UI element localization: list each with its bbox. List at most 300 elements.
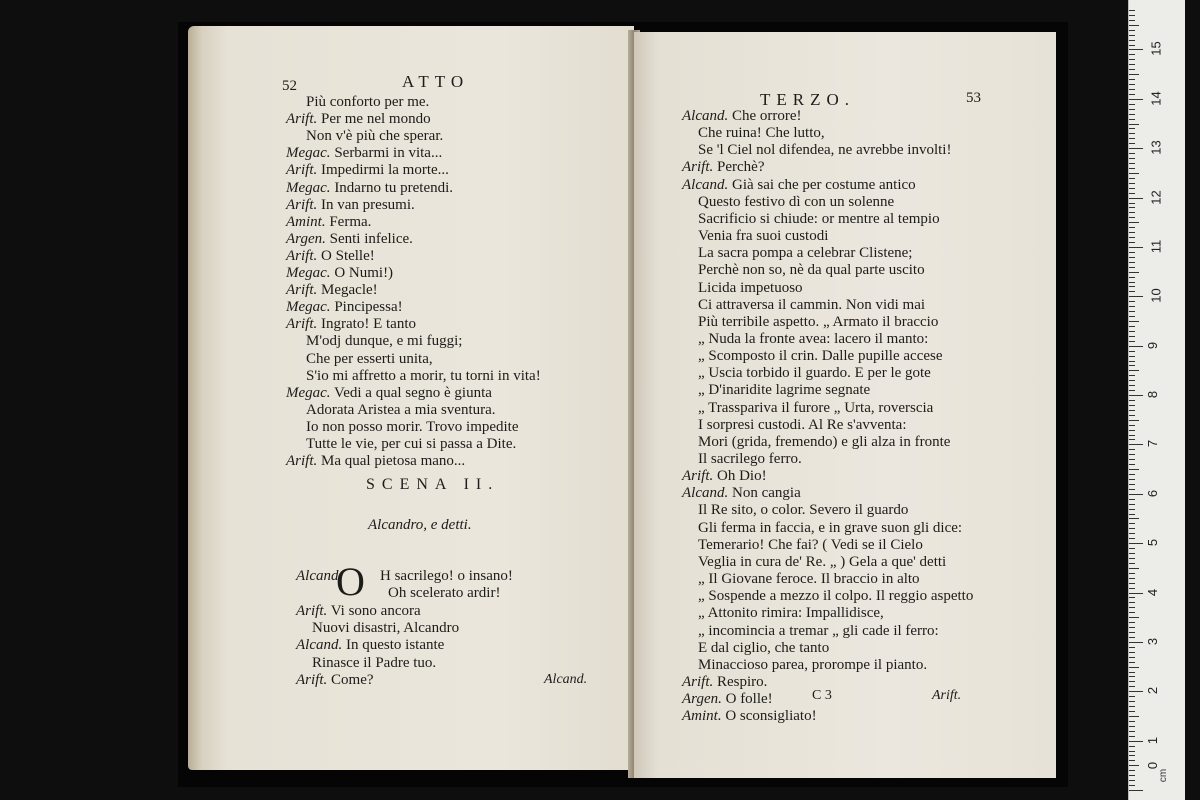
line-text: Adorata Aristea a mia sventura. bbox=[306, 401, 496, 418]
ruler-tick bbox=[1129, 104, 1135, 105]
ruler-tick bbox=[1129, 45, 1135, 46]
ruler-tick bbox=[1129, 583, 1135, 584]
ruler-tick bbox=[1129, 667, 1139, 668]
ruler-tick bbox=[1129, 390, 1135, 391]
ruler-tick bbox=[1129, 721, 1135, 722]
speaker-name: Alcand. bbox=[682, 176, 729, 193]
text-line bbox=[682, 485, 801, 502]
ruler-tick bbox=[1129, 346, 1143, 347]
ruler-tick bbox=[1129, 30, 1135, 31]
ruler-tick bbox=[1129, 25, 1139, 26]
ruler-tick bbox=[1129, 780, 1135, 781]
ruler-tick bbox=[1129, 247, 1143, 248]
text-line bbox=[286, 299, 403, 316]
text-line bbox=[286, 111, 431, 128]
line-text: Ci attraversa il cammin. Non vidi mai bbox=[698, 296, 926, 313]
ruler-tick bbox=[1129, 114, 1135, 115]
ruler-tick bbox=[1129, 597, 1135, 598]
text-line bbox=[312, 620, 459, 637]
ruler-tick bbox=[1129, 504, 1135, 505]
speaker-name: Arift. bbox=[682, 673, 714, 690]
text-line bbox=[698, 211, 940, 228]
text-line bbox=[296, 637, 444, 654]
text-line bbox=[682, 108, 802, 125]
text-line bbox=[698, 348, 943, 365]
ruler-tick bbox=[1129, 109, 1135, 110]
line-text: Se 'l Ciel nol difendea, ne avrebbe involti! bbox=[698, 142, 952, 159]
ruler-tick bbox=[1129, 770, 1135, 771]
speaker-name: Megac. bbox=[286, 384, 331, 401]
ruler-tick bbox=[1129, 716, 1139, 717]
ruler-tick bbox=[1129, 291, 1135, 292]
scene-subtitle: Alcandro, e detti. bbox=[368, 517, 472, 533]
ruler-tick bbox=[1129, 489, 1135, 490]
line-text: Per me nel mondo bbox=[321, 111, 431, 128]
line-text: Ma qual pietosa mano... bbox=[321, 453, 466, 470]
text-line bbox=[286, 197, 415, 214]
ruler-tick bbox=[1129, 326, 1135, 327]
ruler-tick bbox=[1129, 84, 1135, 85]
line-text: M'odj dunque, e mi fuggi; bbox=[306, 333, 463, 350]
line-text: Serbarmi in vita... bbox=[334, 145, 443, 162]
ruler-tick bbox=[1129, 178, 1135, 179]
ruler-tick bbox=[1129, 336, 1135, 337]
ruler-tick bbox=[1129, 35, 1135, 36]
speaker-name: Argen. bbox=[682, 691, 722, 708]
speaker-name: Alcand. bbox=[296, 637, 343, 654]
ruler-number: 0 bbox=[1145, 761, 1161, 770]
ruler-tick bbox=[1129, 405, 1135, 406]
ruler-number: 11 bbox=[1148, 239, 1164, 254]
ruler-tick bbox=[1129, 568, 1139, 569]
ruler-tick bbox=[1129, 617, 1139, 618]
line-text: Che ruina! Che lutto, bbox=[698, 125, 825, 142]
line-text: Che orrore! bbox=[732, 108, 802, 124]
text-line bbox=[698, 194, 894, 211]
ruler-tick bbox=[1129, 632, 1135, 633]
line-text: Questo festivo dì con un solenne bbox=[698, 193, 895, 210]
ruler-tick bbox=[1129, 262, 1135, 263]
ruler-tick bbox=[1129, 252, 1135, 253]
ruler-tick bbox=[1129, 203, 1135, 204]
ruler-tick bbox=[1129, 444, 1143, 445]
text-line bbox=[682, 468, 767, 485]
line-text: Come? bbox=[331, 671, 374, 688]
ruler-tick bbox=[1129, 652, 1135, 653]
line-text: Impedirmi la morte... bbox=[321, 162, 449, 179]
speaker-name: Arift. bbox=[286, 453, 318, 470]
ruler-tick bbox=[1129, 351, 1135, 352]
ruler-number: 6 bbox=[1145, 489, 1161, 497]
text-line bbox=[306, 128, 443, 145]
ruler-number: 3 bbox=[1145, 637, 1161, 646]
ruler-tick bbox=[1129, 731, 1135, 732]
left-page-number: 52 bbox=[282, 78, 297, 94]
line-text: Licida impetuoso bbox=[698, 279, 803, 296]
speaker-name: Megac. bbox=[286, 299, 331, 316]
text-line bbox=[698, 382, 870, 399]
ruler-tick bbox=[1129, 79, 1135, 80]
text-line bbox=[682, 159, 764, 176]
line-text: Veglia in cura de' Re. „ ) Gela a que' detti bbox=[698, 553, 947, 570]
ruler-tick bbox=[1129, 207, 1135, 208]
ruler-number: 8 bbox=[1145, 390, 1161, 399]
ruler-tick bbox=[1129, 54, 1135, 55]
text-line bbox=[698, 262, 925, 279]
line-text: Perchè? bbox=[717, 159, 765, 176]
signature-mark: C 3 bbox=[812, 688, 832, 703]
ruler-tick bbox=[1129, 183, 1135, 184]
text-line bbox=[698, 400, 933, 417]
line-text: „ Il Giovane feroce. Il braccio in alto bbox=[698, 571, 920, 588]
ruler-tick bbox=[1129, 578, 1135, 579]
text-line bbox=[286, 385, 492, 402]
ruler-tick bbox=[1129, 612, 1135, 613]
ruler-tick bbox=[1129, 711, 1135, 712]
line-text: Oh scelerato ardir! bbox=[388, 585, 501, 602]
ruler-tick bbox=[1129, 163, 1135, 164]
ruler-tick bbox=[1129, 227, 1135, 228]
line-text: Perchè non so, nè da qual parte uscito bbox=[698, 262, 925, 279]
line-text: „ incomincia a tremar „ gli cade il ferro: bbox=[698, 622, 939, 639]
speaker-name: Alcand. bbox=[296, 568, 343, 584]
speaker-name: Arift. bbox=[286, 111, 318, 128]
speaker-name: Arift. bbox=[296, 602, 328, 619]
line-text: Rinasce il Padre tuo. bbox=[312, 654, 437, 671]
ruler-tick bbox=[1129, 168, 1135, 169]
ruler-tick bbox=[1129, 593, 1143, 594]
ruler-number: 4 bbox=[1145, 588, 1161, 596]
text-line bbox=[698, 657, 927, 674]
line-text: Non v'è più che sperar. bbox=[306, 128, 444, 145]
ruler-tick bbox=[1129, 642, 1143, 643]
ruler-tick bbox=[1129, 602, 1135, 603]
speaker-name: Megac. bbox=[286, 145, 331, 162]
text-line bbox=[698, 434, 950, 451]
ruler-tick bbox=[1129, 662, 1135, 663]
text-line bbox=[306, 351, 433, 368]
left-catchword: Alcand. bbox=[544, 672, 588, 687]
ruler-tick bbox=[1129, 686, 1135, 687]
line-text: „ Uscia torbido il guardo. E per le gote bbox=[698, 365, 931, 382]
ruler-number: 9 bbox=[1145, 341, 1161, 349]
ruler-tick bbox=[1129, 143, 1135, 144]
line-text: „ Nuda la fronte avea: lacero il manto: bbox=[698, 330, 929, 347]
ruler-tick bbox=[1129, 69, 1135, 70]
line-text: Che per esserti unita, bbox=[306, 350, 433, 367]
text-line bbox=[698, 520, 962, 537]
ruler-tick bbox=[1129, 99, 1143, 100]
ruler-tick bbox=[1129, 64, 1135, 65]
line-text: E dal ciglio, che tanto bbox=[698, 639, 830, 656]
ruler-tick bbox=[1129, 543, 1143, 544]
ruler-tick bbox=[1129, 672, 1135, 673]
ruler-number: 13 bbox=[1148, 140, 1164, 155]
line-text: Megacle! bbox=[321, 282, 378, 299]
text-line bbox=[286, 145, 442, 162]
ruler-tick bbox=[1129, 232, 1135, 233]
ruler-tick bbox=[1129, 277, 1135, 278]
ruler-tick bbox=[1129, 301, 1135, 302]
line-text: H sacrilego! o insano! bbox=[380, 568, 513, 584]
ruler-tick bbox=[1129, 306, 1135, 307]
text-line bbox=[286, 214, 371, 231]
line-text: „ Sospende a mezzo il colpo. Il reggio aspetto bbox=[698, 588, 974, 605]
ruler-tick bbox=[1129, 425, 1135, 426]
text-line bbox=[286, 265, 393, 282]
ruler-tick bbox=[1129, 430, 1135, 431]
ruler-tick bbox=[1129, 222, 1139, 223]
ruler-tick bbox=[1129, 124, 1139, 125]
ruler-tick bbox=[1129, 365, 1135, 366]
ruler-tick bbox=[1129, 316, 1135, 317]
line-text: Venia fra suoi custodi bbox=[698, 228, 829, 245]
line-text: O sconsigliato! bbox=[725, 708, 817, 725]
text-line bbox=[312, 655, 436, 672]
ruler-tick bbox=[1129, 420, 1139, 421]
ruler-tick bbox=[1129, 474, 1135, 475]
ruler-tick bbox=[1129, 696, 1135, 697]
ruler-unit: cm bbox=[1158, 768, 1170, 783]
text-line bbox=[286, 316, 416, 333]
ruler-tick bbox=[1129, 257, 1135, 258]
line-text: Respiro. bbox=[717, 673, 768, 690]
ruler-number: 5 bbox=[1145, 539, 1161, 547]
ruler-tick bbox=[1129, 59, 1135, 60]
speaker-name: Arift. bbox=[286, 316, 318, 333]
line-text: O Stelle! bbox=[321, 247, 375, 264]
ruler-tick bbox=[1129, 237, 1135, 238]
text-line bbox=[698, 331, 928, 348]
ruler-tick bbox=[1129, 385, 1135, 386]
ruler-tick bbox=[1129, 119, 1135, 120]
ruler-tick bbox=[1129, 459, 1135, 460]
line-text: „ D'inaridite lagrime segnate bbox=[698, 382, 871, 399]
ruler-tick bbox=[1129, 10, 1135, 11]
text-line bbox=[698, 640, 829, 657]
measurement-ruler bbox=[1128, 0, 1185, 800]
line-text: Il sacrilego ferro. bbox=[698, 451, 802, 467]
ruler-tick bbox=[1129, 158, 1135, 159]
text-line bbox=[698, 228, 828, 245]
ruler-number: 7 bbox=[1145, 440, 1161, 448]
ruler-tick bbox=[1129, 553, 1135, 554]
ruler-tick bbox=[1129, 341, 1135, 342]
ruler-tick bbox=[1129, 49, 1143, 50]
line-text: Minaccioso parea, prorompe il pianto. bbox=[698, 656, 928, 673]
ruler-tick bbox=[1129, 751, 1135, 752]
drop-cap: O bbox=[336, 559, 365, 604]
line-text: Più conforto per me. bbox=[306, 94, 430, 110]
ruler-tick bbox=[1129, 588, 1135, 589]
ruler-tick bbox=[1129, 523, 1135, 524]
line-text: „ Scomposto il crin. Dalle pupille accese bbox=[698, 348, 943, 365]
text-line bbox=[306, 333, 462, 350]
ruler-number: 2 bbox=[1145, 687, 1161, 695]
line-text: Il Re sito, o color. Severo il guardo bbox=[698, 502, 909, 519]
ruler-number: 1 bbox=[1145, 736, 1161, 744]
ruler-tick bbox=[1129, 765, 1139, 766]
right-running-header: TERZO. bbox=[760, 90, 856, 109]
line-text: Gli ferma in faccia, e in grave suon gli dice: bbox=[698, 519, 963, 536]
text-line bbox=[682, 177, 916, 194]
line-text: Temerario! Che fai? ( Vedi se il Cielo bbox=[698, 536, 923, 553]
ruler-tick bbox=[1129, 410, 1135, 411]
speaker-name: Arift. bbox=[286, 247, 318, 264]
ruler-tick bbox=[1129, 518, 1139, 519]
line-text: Pincipessa! bbox=[334, 299, 403, 316]
text-line bbox=[698, 537, 923, 554]
ruler-tick bbox=[1129, 15, 1135, 16]
text-line bbox=[698, 451, 802, 468]
ruler-tick bbox=[1129, 198, 1143, 199]
ruler-tick bbox=[1129, 573, 1135, 574]
line-text: Già sai che per costume antico bbox=[732, 176, 916, 193]
ruler-tick bbox=[1129, 701, 1135, 702]
text-line bbox=[698, 554, 946, 571]
ruler-tick bbox=[1129, 74, 1139, 75]
line-text: In questo istante bbox=[346, 637, 445, 654]
line-text: Più terribile aspetto. „ Armato il braccio bbox=[698, 313, 939, 330]
ruler-tick bbox=[1129, 153, 1135, 154]
ruler-number: 12 bbox=[1148, 189, 1164, 205]
line-text: La sacra pompa a celebrar Clistene; bbox=[698, 245, 913, 262]
ruler-tick bbox=[1129, 647, 1135, 648]
text-line bbox=[286, 248, 375, 265]
line-text: Senti infelice. bbox=[329, 230, 413, 247]
ruler-tick bbox=[1129, 514, 1135, 515]
speaker-name: Arift. bbox=[286, 196, 318, 213]
text-line bbox=[286, 180, 453, 197]
ruler-tick bbox=[1129, 89, 1135, 90]
speaker-name: Arift. bbox=[296, 671, 328, 688]
text-line bbox=[698, 502, 908, 519]
ruler-tick bbox=[1129, 311, 1135, 312]
text-line bbox=[698, 314, 938, 331]
ruler-tick bbox=[1129, 622, 1135, 623]
text-line bbox=[296, 568, 513, 585]
text-line bbox=[698, 280, 803, 297]
left-running-header: ATTO bbox=[402, 72, 470, 91]
ruler-tick bbox=[1129, 563, 1135, 564]
ruler-tick bbox=[1129, 40, 1135, 41]
speaker-name: Arift. bbox=[286, 282, 318, 299]
text-line bbox=[306, 436, 516, 453]
text-line bbox=[296, 603, 421, 620]
line-text: „ Attonito rimira: Impallidisce, bbox=[698, 605, 884, 622]
ruler-tick bbox=[1129, 267, 1135, 268]
ruler-tick bbox=[1129, 380, 1135, 381]
ruler-tick bbox=[1129, 282, 1135, 283]
ruler-tick bbox=[1129, 148, 1143, 149]
line-text: Tutte le vie, per cui si passa a Dite. bbox=[306, 436, 517, 452]
right-catchword: Arift. bbox=[932, 688, 962, 703]
ruler-tick bbox=[1129, 212, 1135, 213]
ruler-tick bbox=[1129, 356, 1135, 357]
text-line bbox=[698, 417, 907, 434]
ruler-tick bbox=[1129, 188, 1135, 189]
line-text: I sorpresi custodi. Al Re s'avventa: bbox=[698, 416, 907, 433]
ruler-number: 15 bbox=[1148, 41, 1164, 57]
text-line bbox=[698, 365, 931, 382]
ruler-tick bbox=[1129, 331, 1135, 332]
line-text: Indarno tu pretendi. bbox=[334, 179, 454, 196]
ruler-tick bbox=[1129, 741, 1143, 742]
ruler-tick bbox=[1129, 242, 1135, 243]
text-line bbox=[698, 623, 939, 640]
text-line bbox=[296, 672, 374, 689]
text-line bbox=[286, 231, 413, 248]
speaker-name: Arift. bbox=[682, 159, 714, 176]
ruler-tick bbox=[1129, 415, 1135, 416]
text-line bbox=[698, 605, 884, 622]
ruler-tick bbox=[1129, 173, 1139, 174]
line-text: Ingrato! E tanto bbox=[321, 316, 416, 333]
line-text: Ferma. bbox=[329, 213, 372, 230]
ruler-tick bbox=[1129, 509, 1135, 510]
ruler-tick bbox=[1129, 785, 1135, 786]
text-line bbox=[388, 585, 500, 602]
ruler-tick bbox=[1129, 726, 1135, 727]
line-text: Sacrificio si chiude: or mentre al tempio bbox=[698, 210, 940, 227]
speaker-name: Alcand. bbox=[682, 108, 729, 124]
speaker-name: Amint. bbox=[682, 708, 722, 725]
line-text: Mori (grida, fremendo) e gli alza in fronte bbox=[698, 433, 951, 450]
line-text: O folle! bbox=[725, 691, 773, 708]
text-line bbox=[306, 94, 429, 111]
line-text: Io non posso morir. Trovo impedite bbox=[306, 418, 519, 435]
ruler-tick bbox=[1129, 400, 1135, 401]
ruler-tick bbox=[1129, 464, 1135, 465]
ruler-tick bbox=[1129, 94, 1135, 95]
ruler-tick bbox=[1129, 361, 1135, 362]
ruler-tick bbox=[1129, 435, 1135, 436]
speaker-name: Alcand. bbox=[682, 485, 729, 502]
ruler-tick bbox=[1129, 449, 1135, 450]
line-text: Vi sono ancora bbox=[330, 602, 421, 619]
ruler-tick bbox=[1129, 558, 1135, 559]
scene-title: SCENA II. bbox=[366, 476, 500, 493]
ruler-tick bbox=[1129, 193, 1135, 194]
speaker-name: Argen. bbox=[286, 230, 326, 247]
ruler-tick bbox=[1129, 760, 1135, 761]
text-line bbox=[682, 708, 817, 725]
line-text: Oh Dio! bbox=[717, 468, 767, 485]
line-text: Nuovi disastri, Alcandro bbox=[312, 619, 460, 636]
ruler-tick bbox=[1129, 439, 1135, 440]
text-line bbox=[306, 419, 519, 436]
ruler-tick bbox=[1129, 548, 1135, 549]
text-line bbox=[682, 691, 773, 708]
ruler-tick bbox=[1129, 395, 1143, 396]
text-line bbox=[698, 571, 920, 588]
ruler-tick bbox=[1129, 133, 1135, 134]
ruler-tick bbox=[1129, 538, 1135, 539]
speaker-name: Amint. bbox=[286, 213, 326, 230]
ruler-tick bbox=[1129, 479, 1135, 480]
ruler-tick bbox=[1129, 494, 1143, 495]
right-page-number: 53 bbox=[966, 90, 981, 106]
ruler-tick bbox=[1129, 321, 1139, 322]
line-text: Vedi a qual segno è giunta bbox=[334, 384, 492, 401]
ruler-tick bbox=[1129, 736, 1135, 737]
speaker-name: Arift. bbox=[286, 162, 318, 179]
text-line bbox=[286, 282, 378, 299]
ruler-tick bbox=[1129, 637, 1135, 638]
ruler-tick bbox=[1129, 370, 1139, 371]
ruler-tick bbox=[1129, 755, 1135, 756]
ruler-tick bbox=[1129, 681, 1135, 682]
